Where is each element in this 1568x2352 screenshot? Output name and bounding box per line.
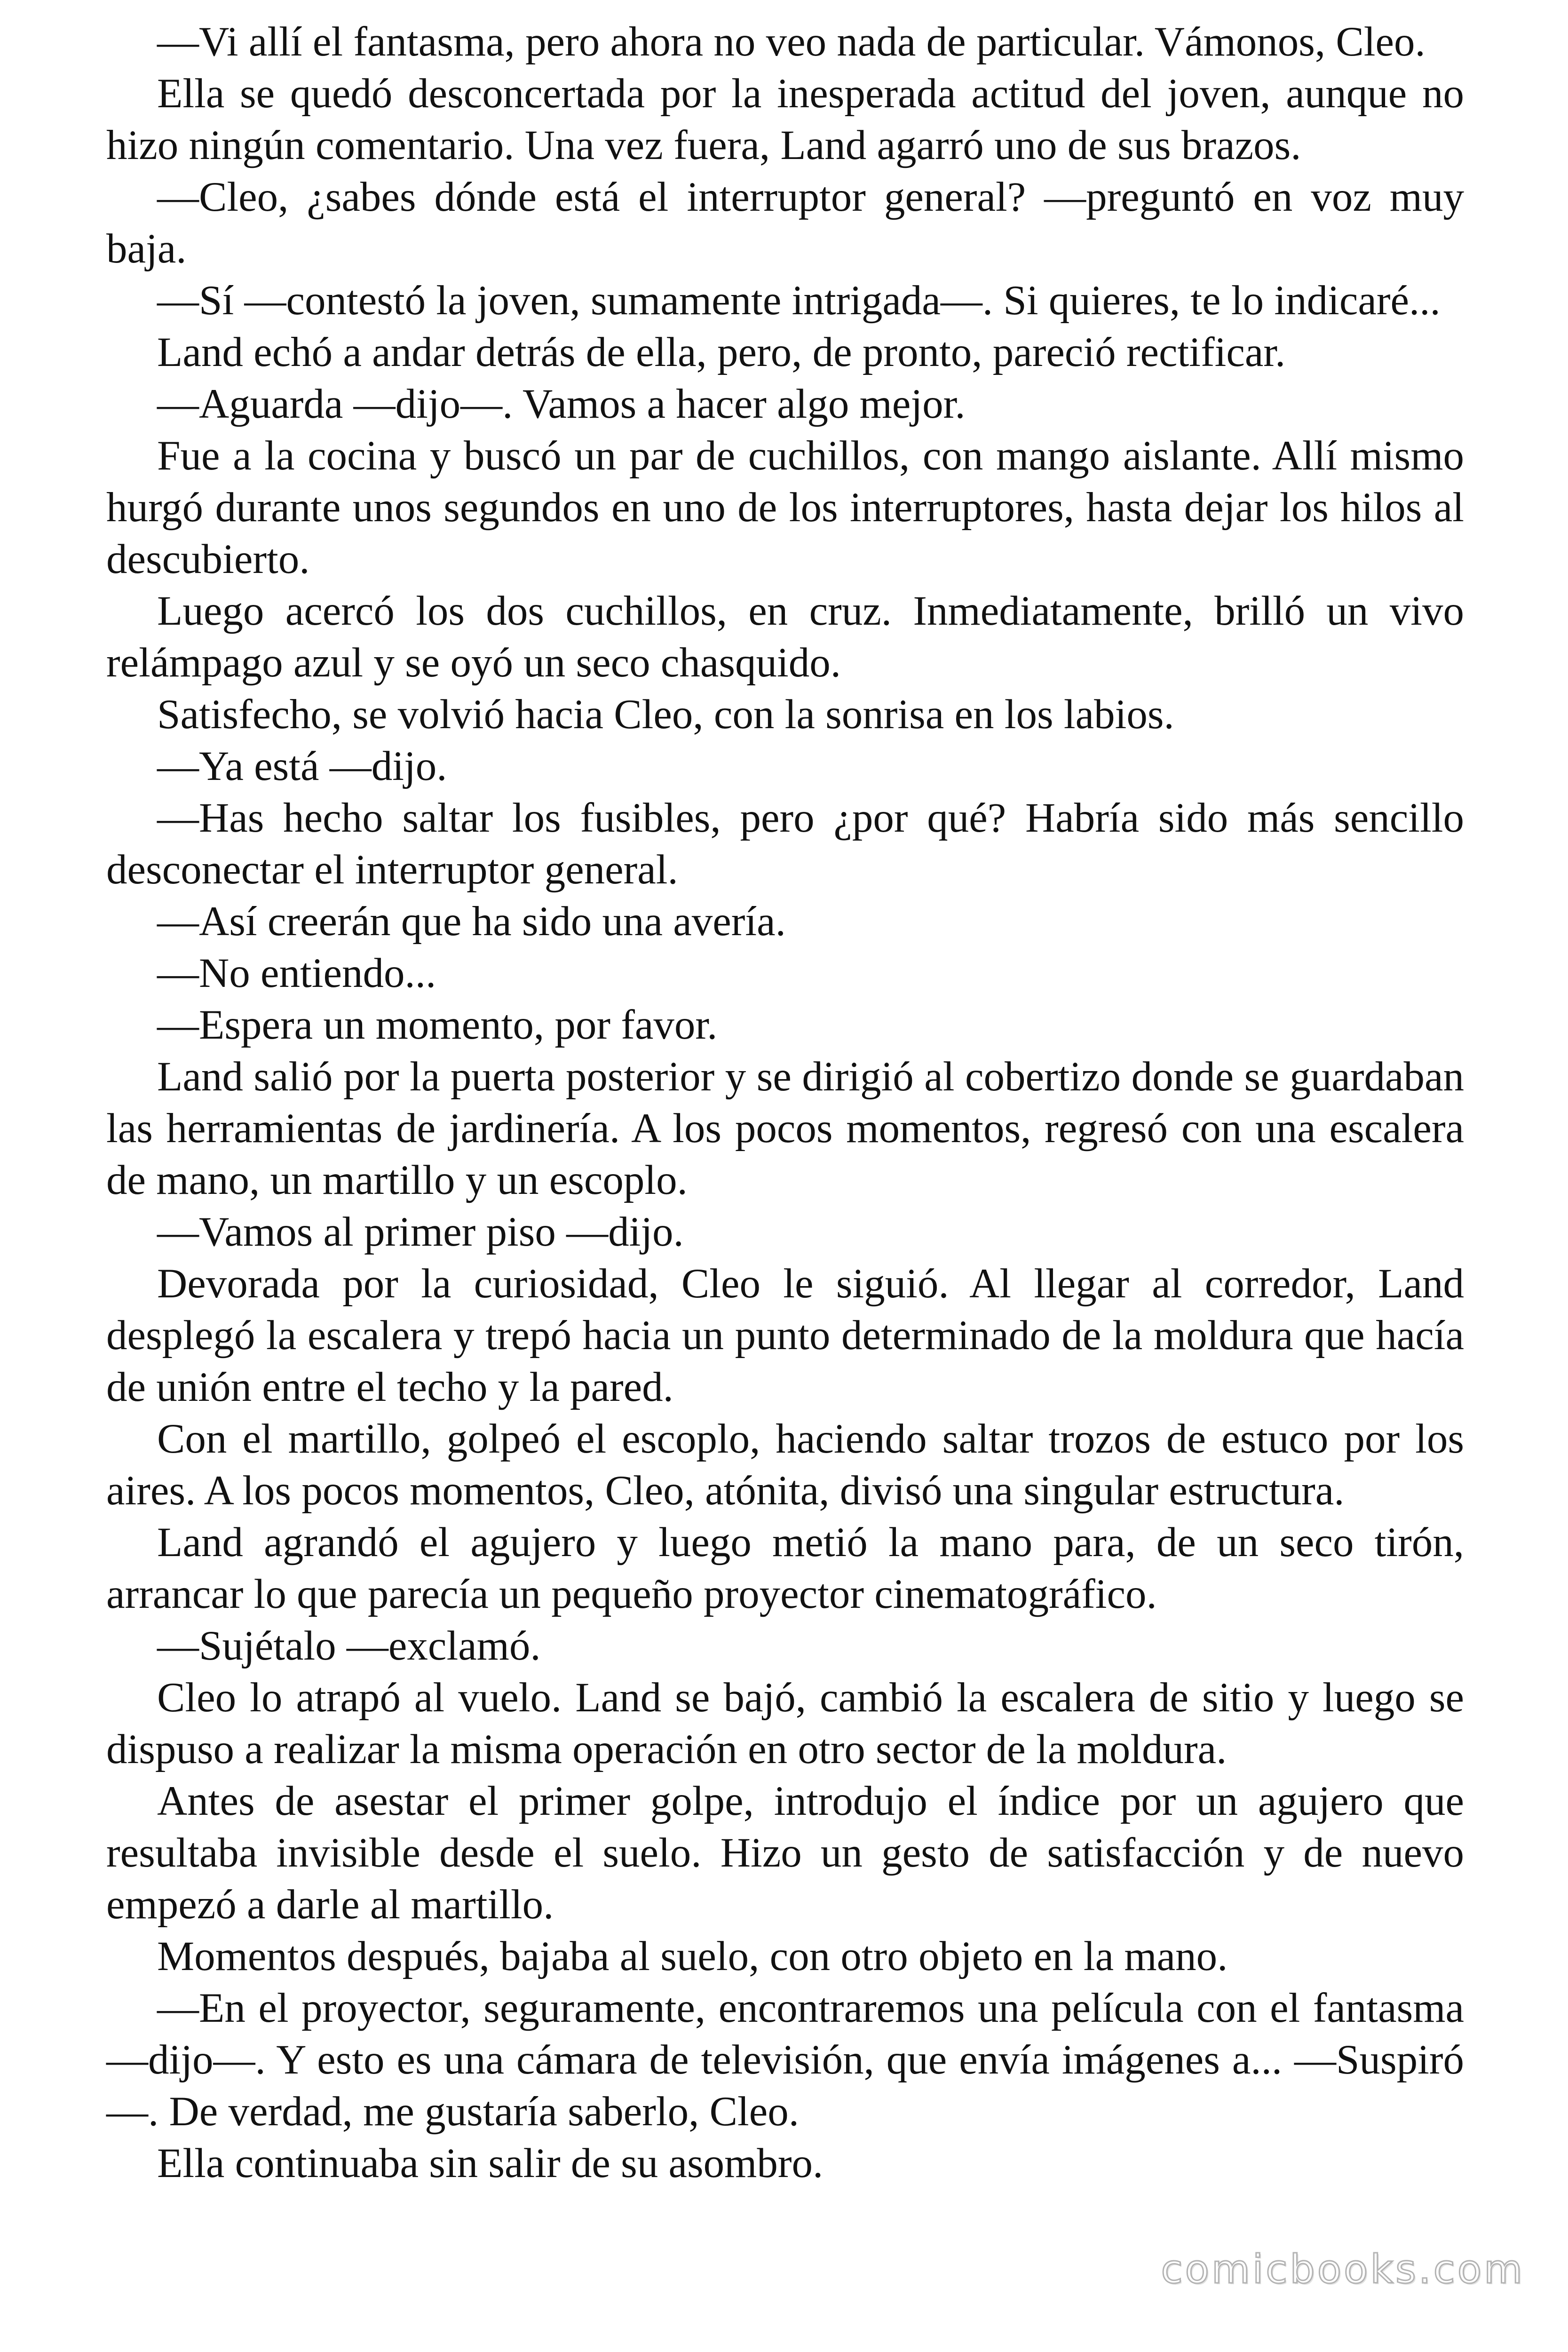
- paragraph: Fue a la cocina y buscó un par de cuchillos, con mango aislante. Allí mismo hurgó durante unos segundos en uno de los interruptores, hasta dejar los hilos al descubierto.: [106, 433, 1464, 582]
- paragraph: —Ya está —dijo.: [157, 743, 447, 789]
- paragraph: Ella se quedó desconcertada por la inesperada actitud del joven, aunque no hizo ningún comentario. Una vez fuera, Land agarró uno de sus brazos.: [106, 71, 1464, 168]
- paragraph: Momentos después, bajaba al suelo, con otro objeto en la mano.: [157, 1933, 1228, 1979]
- paragraph: —Aguarda —dijo—. Vamos a hacer algo mejor.: [157, 381, 966, 427]
- paragraph: —Sujétalo —exclamó.: [157, 1623, 541, 1669]
- paragraph: —Cleo, ¿sabes dónde está el interruptor general? —preguntó en voz muy baja.: [106, 174, 1464, 272]
- book-page-text: [106, 16, 1464, 2189]
- paragraph: —No entiendo...: [157, 950, 436, 996]
- paragraph: Con el martillo, golpeó el escoplo, haciendo saltar trozos de estuco por los aires. A los pocos momentos, Cleo, atónita, divisó una singular estructura.: [106, 1416, 1464, 1514]
- paragraph: Ella continuaba sin salir de su asombro.: [157, 2140, 824, 2186]
- paragraph: Land salió por la puerta posterior y se dirigió al cobertizo donde se guardaban las herramientas de jardinería. A los pocos momentos, regresó con una escalera de mano, un martillo y un escoplo.: [106, 1054, 1464, 1203]
- paragraph: Cleo lo atrapó al vuelo. Land se bajó, cambió la escalera de sitio y luego se dispuso a realizar la misma operación en otro sector de la moldura.: [106, 1675, 1464, 1772]
- paragraph: —Vi allí el fantasma, pero ahora no veo nada de particular. Vámonos, Cleo.: [157, 19, 1425, 65]
- paragraph: Satisfecho, se volvió hacia Cleo, con la sonrisa en los labios.: [157, 691, 1174, 738]
- paragraph: —En el proyector, seguramente, encontraremos una película con el fantasma —dijo—. Y esto es una cámara de televisión, que envía imágenes a... —Suspiró—. De verdad, me gustaría saberlo, Cleo.: [106, 1985, 1464, 2135]
- paragraph: Devorada por la curiosidad, Cleo le siguió. Al llegar al corredor, Land desplegó la escalera y trepó hacia un punto determinado de la moldura que hacía de unión entre el techo y la pared.: [106, 1261, 1464, 1410]
- paragraph: —Espera un momento, por favor.: [157, 1002, 718, 1048]
- paragraph: Antes de asestar el primer golpe, introdujo el índice por un agujero que resultaba invisible desde el suelo. Hizo un gesto de satisfacción y de nuevo empezó a darle al martillo.: [106, 1778, 1464, 1928]
- paragraph: Land agrandó el agujero y luego metió la mano para, de un seco tirón, arrancar lo que parecía un pequeño proyector cinematográfico.: [106, 1519, 1464, 1617]
- paragraph: —Has hecho saltar los fusibles, pero ¿por qué? Habría sido más sencillo desconectar el interruptor general.: [106, 795, 1464, 893]
- paragraph: —Vamos al primer piso —dijo.: [157, 1209, 684, 1255]
- paragraph: Luego acercó los dos cuchillos, en cruz. Inmediatamente, brilló un vivo relámpago azul y se oyó un seco chasquido.: [106, 588, 1464, 686]
- paragraph: —Sí —contestó la joven, sumamente intrigada—. Si quieres, te lo indicaré...: [157, 278, 1441, 324]
- watermark: comicbooks.com: [1161, 2246, 1525, 2292]
- paragraph: Land echó a andar detrás de ella, pero, de pronto, pareció rectificar.: [157, 329, 1286, 375]
- paragraph: —Así creerán que ha sido una avería.: [157, 898, 786, 945]
